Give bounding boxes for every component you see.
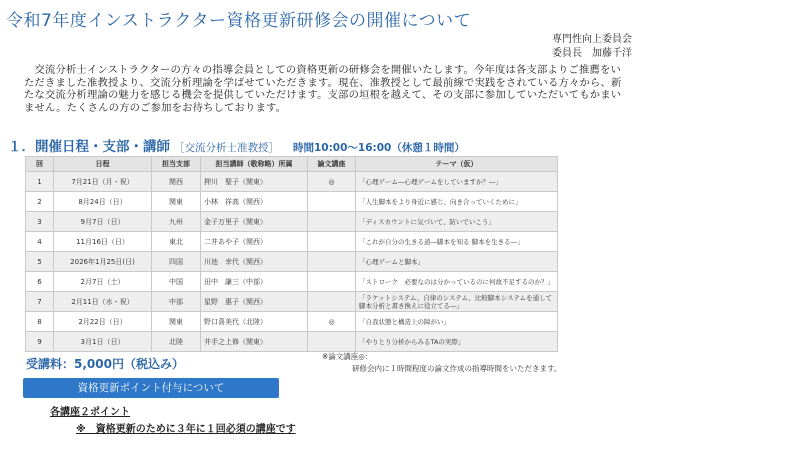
cell-thesis bbox=[308, 192, 356, 212]
cell-theme: 「ラケットシステム、自律のシステム、比較脚本システムを通して脚本分析と書き換えに役立てる―」 bbox=[356, 292, 558, 312]
header-date: 日程 bbox=[54, 157, 152, 172]
cell-date: 2月7日（土） bbox=[54, 272, 152, 292]
section-title: １．開催日程・支部・講師 bbox=[8, 139, 170, 155]
cell-branch: 中部 bbox=[152, 292, 201, 312]
cell-branch: 九州 bbox=[152, 212, 201, 232]
cell-theme: 「心理ゲーム―心理ゲームをしていますか？―」 bbox=[356, 172, 558, 192]
cell-thesis bbox=[308, 212, 356, 232]
table-row bbox=[26, 252, 558, 272]
thesis-note bbox=[322, 351, 561, 375]
table-row bbox=[26, 272, 558, 292]
cell-thesis bbox=[308, 332, 356, 352]
cell-theme: 「やりとり分析からみるTAの実際」 bbox=[356, 332, 558, 352]
cell-date: 2026年1月25日(日) bbox=[54, 252, 152, 272]
table-row bbox=[26, 312, 558, 332]
cell-theme: 「自我状態と構造上の障がい」 bbox=[356, 312, 558, 332]
cell-lecturer: 金子万里子（関東） bbox=[201, 212, 308, 232]
table-header-row bbox=[26, 157, 558, 172]
cell-theme: 「ストローク 必要なのは分かっているのに何故不足するのか？」 bbox=[356, 272, 558, 292]
cell-thesis: ◎ bbox=[308, 172, 356, 192]
table-row bbox=[26, 332, 558, 352]
cell-date: 7月21日（月・祝） bbox=[54, 172, 152, 192]
cell-date: 2月11日（水・祝） bbox=[54, 292, 152, 312]
cell-round: 6 bbox=[26, 272, 54, 292]
cell-lecturer: 井手之上修（関東） bbox=[201, 332, 308, 352]
cell-round: 3 bbox=[26, 212, 54, 232]
cell-round: 5 bbox=[26, 252, 54, 272]
committee-name: 専門性向上委員会 bbox=[552, 34, 632, 45]
table-row bbox=[26, 192, 558, 212]
cell-theme: 「人生脚本をより身近に感じ、向き合っていくために」 bbox=[356, 192, 558, 212]
thesis-note-body: 研修会内に１時間程度の論文作成の指導時間をいただきます。 bbox=[352, 364, 562, 373]
cell-lecturer: 星野 惠子（関西） bbox=[201, 292, 308, 312]
table-row bbox=[26, 172, 558, 192]
cell-branch: 関東 bbox=[152, 312, 201, 332]
organizer-block bbox=[552, 33, 632, 61]
points-per-course: 各講座２ポイント bbox=[50, 407, 130, 418]
table-row bbox=[26, 292, 558, 312]
cell-branch: 北陸 bbox=[152, 332, 201, 352]
cell-thesis bbox=[308, 232, 356, 252]
cell-round: 1 bbox=[26, 172, 54, 192]
header-branch: 担当支部 bbox=[152, 157, 201, 172]
points-requirement: ※ 資格更新のために３年に１回必須の講座です bbox=[76, 424, 296, 435]
schedule-table bbox=[25, 156, 558, 352]
cell-lecturer: 川池 幸代（関西） bbox=[201, 252, 308, 272]
cell-branch: 中国 bbox=[152, 272, 201, 292]
cell-thesis bbox=[308, 272, 356, 292]
cell-round: 9 bbox=[26, 332, 54, 352]
cell-branch: 関東 bbox=[152, 192, 201, 212]
header-thesis: 論文講座 bbox=[308, 157, 356, 172]
header-theme: テーマ（仮） bbox=[356, 157, 558, 172]
section-time: 時間10:00～16:00（休憩１時間） bbox=[293, 142, 465, 154]
cell-theme: 「心理ゲームと脚本」 bbox=[356, 252, 558, 272]
cell-thesis: ◎ bbox=[308, 312, 356, 332]
page-title: 令和7年度インストラクター資格更新研修会の開催について bbox=[6, 11, 472, 31]
cell-branch: 東北 bbox=[152, 232, 201, 252]
cell-round: 8 bbox=[26, 312, 54, 332]
thesis-note-title: ※論文講座◎： bbox=[322, 352, 373, 361]
cell-lecturer: 二井あや子（関西） bbox=[201, 232, 308, 252]
cell-branch: 関西 bbox=[152, 172, 201, 192]
table-row bbox=[26, 232, 558, 252]
fee-label: 受講料：5,000円（税込み） bbox=[26, 357, 184, 371]
section-heading bbox=[8, 135, 465, 155]
cell-theme: 「ディスカウントに気づいて、防いでいこう」 bbox=[356, 212, 558, 232]
section-subtitle: ［交流分析士准教授］ bbox=[174, 142, 279, 154]
intro-paragraph: 交流分析士インストラクターの方々の指導会員としての資格更新の研修会を開催いたします。今年度は各支部よりご推薦をいただきました准教授より、交流分析理論を学ばせていただきます。現在、准教授として最前線で実践をされている方々から、新たな交流分析理論の魅力を感じる機会を提供していただけます。支部の垣根を越えて、その支部に参加していただいてもかまいません。たくさんの方のご参加をお待ちしております。 bbox=[24, 64, 622, 114]
cell-lecturer: 押川 聖子（関東） bbox=[201, 172, 308, 192]
cell-lecturer: 田中 謙三（中部） bbox=[201, 272, 308, 292]
cell-lecturer: 野口喜美代（北陸） bbox=[201, 312, 308, 332]
cell-round: 7 bbox=[26, 292, 54, 312]
cell-branch: 四国 bbox=[152, 252, 201, 272]
table-row bbox=[26, 212, 558, 232]
cell-date: 3月1日（日） bbox=[54, 332, 152, 352]
cell-thesis bbox=[308, 252, 356, 272]
committee-chair: 委員長 加藤千洋 bbox=[552, 48, 632, 59]
cell-round: 2 bbox=[26, 192, 54, 212]
cell-date: 2月22日（日） bbox=[54, 312, 152, 332]
cell-date: 9月7日（日） bbox=[54, 212, 152, 232]
cell-date: 8月24日（日） bbox=[54, 192, 152, 212]
header-lecturer: 担当講師（敬称略）所属 bbox=[201, 157, 308, 172]
cell-theme: 「これが自分の生きる道―脚本を知る 脚本を生きる―」 bbox=[356, 232, 558, 252]
cell-round: 4 bbox=[26, 232, 54, 252]
points-info-button[interactable]: 資格更新ポイント付与について bbox=[23, 378, 279, 398]
cell-lecturer: 小林 祥高（関西） bbox=[201, 192, 308, 212]
cell-thesis bbox=[308, 292, 356, 312]
cell-date: 11月16日（日） bbox=[54, 232, 152, 252]
header-round: 回 bbox=[26, 157, 54, 172]
